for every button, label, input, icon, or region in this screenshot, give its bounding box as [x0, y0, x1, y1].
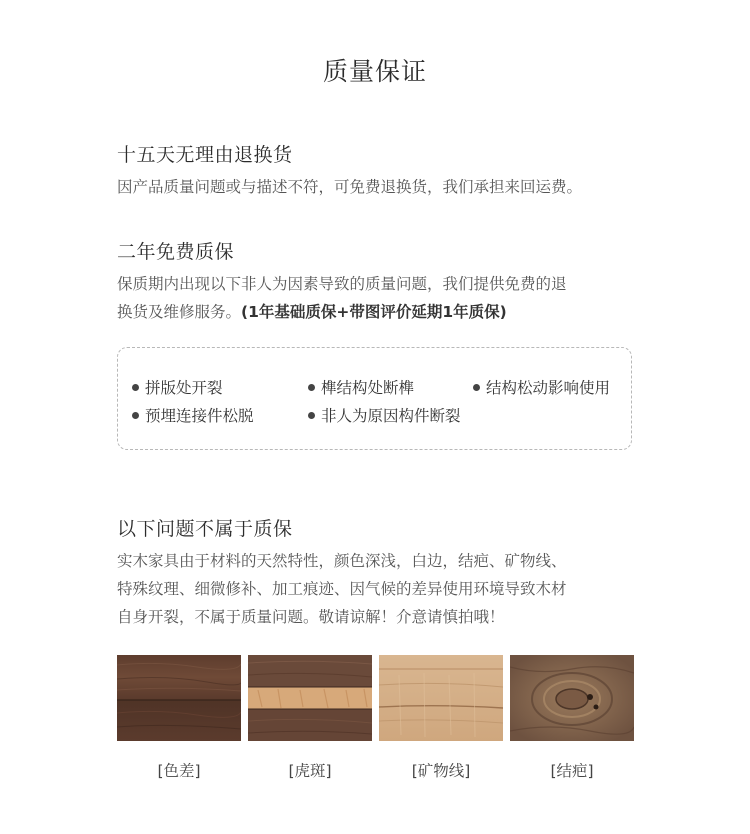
section-text: 因产品质量问题或与描述不符，可免费退换货，我们承担来回运费。	[117, 178, 583, 196]
section-text-line: 特殊纹理、细微修补、加工痕迹、因气候的差异使用环境导致木材	[117, 580, 567, 598]
wood-knot-image	[510, 655, 634, 741]
warranty-item-label: 非人为原因构件断裂	[321, 407, 461, 425]
section-heading: 二年免费质保	[117, 241, 235, 263]
warranty-item-label: 结构松动影响使用	[486, 379, 611, 397]
warranty-item-label: 预埋连接件松脱	[145, 407, 254, 425]
bullet-dot-icon	[308, 412, 315, 419]
wood-color-difference-image	[117, 655, 241, 741]
bullet-dot-icon	[308, 384, 315, 391]
section-text-line: 自身开裂，不属于质量问题。敬请谅解！介意请慎拍哦！	[117, 608, 505, 626]
section-text-line: 保质期内出现以下非人为因素导致的质量问题，我们提供免费的退	[117, 275, 567, 293]
section-text-line: 实木家具由于材料的天然特性，颜色深浅，白边，结疤、矿物线、	[117, 552, 567, 570]
warranty-item	[132, 404, 254, 426]
bullet-dot-icon	[132, 384, 139, 391]
warranty-item	[473, 376, 610, 398]
wood-sample-caption: [结疤]	[550, 762, 594, 780]
bullet-dot-icon	[132, 412, 139, 419]
section-text	[117, 547, 637, 631]
section-exclusions	[117, 514, 637, 631]
page-title: 质量保证	[322, 57, 427, 86]
wood-sample-caption: [虎斑]	[288, 762, 332, 780]
warranty-item	[308, 376, 414, 398]
section-heading: 以下问题不属于质保	[117, 518, 293, 540]
wood-sample-caption: [色差]	[157, 762, 201, 780]
section-text-line	[117, 298, 637, 326]
section-warranty	[117, 237, 637, 326]
warranty-item	[132, 376, 223, 398]
wood-tiger-stripe-image	[248, 655, 372, 741]
section-return-policy	[117, 140, 637, 201]
warranty-items-box	[117, 347, 632, 450]
wood-sample-caption: [矿物线]	[411, 762, 471, 780]
bullet-dot-icon	[473, 384, 480, 391]
warranty-item-label: 榫结构处断榫	[321, 379, 415, 397]
wood-mineral-line-image	[379, 655, 503, 741]
section-text-bold: (1年基础质保+带图评价延期1年质保)	[241, 303, 507, 321]
section-heading: 十五天无理由退换货	[117, 144, 293, 166]
section-text-normal: 换货及维修服务。	[117, 303, 242, 321]
warranty-item	[308, 404, 461, 426]
warranty-item-label: 拼版处开裂	[145, 379, 223, 397]
section-text	[117, 270, 637, 326]
